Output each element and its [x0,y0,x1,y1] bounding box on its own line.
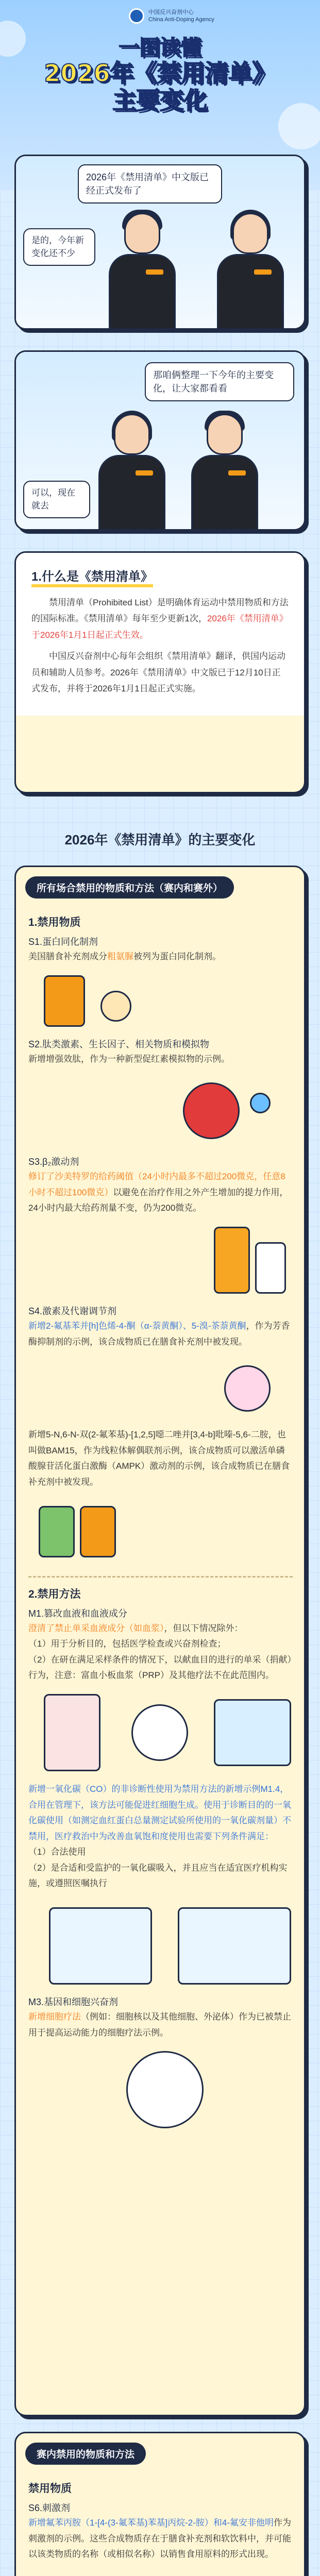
title-line-1: 一图读懂 [119,36,201,60]
main-section-title: 2026年《禁用清单》的主要变化 [64,832,256,848]
m1-condition-1: （1）合法使用 [28,1847,86,1857]
s1-text: 美国膳食补充剂成分粗氨脲被列为蛋白同化制剂。 [28,952,221,961]
bottle-icon [80,1506,116,1557]
prohibited-substances-heading: 禁用物质 [28,2483,72,2495]
blood-donation-illustration [28,1689,293,1776]
clinic-scene-icon [214,1699,291,1766]
molecule-icon [250,1093,271,1113]
section-tag: 所有场合禁用的物质和方法（赛内和赛外） [25,876,234,899]
doctor-scene-icon [49,1907,152,1985]
inhaler-icon [214,1227,250,1294]
agency-logo [129,8,214,24]
intro-title: 1.什么是《禁用清单》 [31,566,289,587]
prohibited-substances-heading: 1.禁用物质 [28,917,81,928]
s6-text: 新增氟苯丙胺（1-[4-(3-氟苯基)苯基]丙烷-2-胺）和4-氟安非他明作为刺激剂的示例。这些合成物质存在于膳食补充剂和软饮料中，并可能以该类物质的名称（或相似名称）以销售食用原料的形式出现。 [28,2518,292,2560]
oxygen-illustration [28,1897,293,1990]
supplement-illustration [28,970,293,1032]
speech-bubble-right: 2026年《禁用清单》中文版已经正式发布了 [78,164,222,204]
intro-paragraph-2: 中国反兴奋剂中心每年会组织《禁用清单》翻译，供国内运动员和辅助人员参考。2026年《禁用清单》中文版已于12月10日正式发布，并将于2026年1月1日起正式实施。 [31,651,285,694]
hormone-molecule-icon [224,1365,271,1412]
s1-heading: S1.蛋白同化制剂 [28,937,98,947]
intro-paragraph-1: 禁用清单（Prohibited List）是明确体育运动中禁用物质和方法的国际标准。《禁用清单》每年至少更新1次，2026年《禁用清单》于2026年1月1日起正式生效。 [31,598,289,640]
m1-text-2: 新增一氧化碳（CO）的非诊断性使用为禁用方法的新增示例M1.4，合用在管理下，该方法可能促进红细胞生成。使用于诊断目的的一氧化碳使用（如测定血红蛋白总量测定试验所使用的一氧化碳剂量）不禁用，医疗救治中为改善血氧饱和度使用也需要下列条件满足： [28,1784,291,1841]
hormone-illustration [28,1355,293,1422]
logo-icon [129,8,144,24]
title-line-3: 主要变化 [112,86,208,114]
effective-date-highlight: 2026年《禁用清单》于2026年1月1日起正式生效。 [31,614,288,640]
speech-bubble-left: 可以，现在就去 [23,481,90,518]
no-cell-therapy-icon [126,2051,204,2128]
section-all-times [14,866,306,2416]
prohibited-methods-heading: 2.禁用方法 [28,1588,81,1600]
s3-text: 修订了沙美特罗的给药阈值（24小时内最多不超过200微克，任意8小时不超过100微克）以避免在治疗作用之外产生增加的提力作用，24小时内最大给药剂量不变，仍为200微克。 [28,1172,289,1213]
s4-heading: S4.激素及代谢调节剂 [28,1306,117,1316]
title-line-2: 2026年《禁用清单》 [44,59,276,87]
m3-text: 新增细胞疗法（例如：细胞核以及其他细胞、外泌体）作为已被禁止用于提高运动能力的细胞疗法示例。 [28,2012,291,2038]
m3-heading: M3.基因和细胞兴奋剂 [28,1997,119,2008]
dialogue-scene-1 [14,155,306,330]
speech-bubble-left: 是的，今年新变化还不少 [23,228,95,266]
intro-panel [14,551,306,793]
m1-text: 澄清了禁止单采血液成分（如血浆），但以下情况除外： [28,1623,243,1633]
bottle-icon [39,1506,75,1557]
molecule-illustration [28,1072,293,1149]
character-man [104,213,181,330]
supplement-bottle-icon [44,975,85,1027]
blood-bag-icon [44,1694,100,1771]
section-tag: 赛内禁用的物质和方法 [25,2443,146,2465]
blood-cell-icon [183,1082,240,1139]
medicine-box-icon [255,1242,286,1294]
cell-therapy-illustration [28,2046,293,2133]
character-woman [212,213,289,330]
m1-exception-2: （2）在研在满足采样条件的情况下，以献血目的进行的单采（捐献）行为，注意：富血小板血浆（PRP）及其他疗法不在此范围内。 [28,1654,292,1681]
supplement-bottles-illustration [28,1496,293,1568]
s4-text-2: 新增5-N,6-N-双(2-氟苯基)-[1,2,5]噁二唑并[3,4-b]吡嗪-5,6-二胺，也叫做BAM15，作为线粒体解偶联剂示例，该合成物质可以激活单磷酸腺苷活化蛋白激酶（AMPK）激动剂的示例，该合成物质已在膳食补充剂中被发现。 [28,1430,290,1487]
logo-name-cn: 中国反兴奋剂中心 [148,9,194,15]
s6-heading: S6.刺激剂 [28,2503,71,2513]
character-man [186,414,263,531]
m1-condition-2: （2）是合适和受监护的一氧化碳吸入，并且应当在适宜医疗机构实施，或遵照医嘱执行 [28,1862,288,1889]
pill-icon [100,991,131,1022]
patient-scene-icon [178,1907,291,1985]
character-woman [93,414,171,531]
section-in-competition [14,2432,306,2576]
m1-heading: M1.篡改血液和血液成分 [28,1608,128,1619]
inhaler-illustration [28,1222,293,1299]
s3-heading: S3.β₂激动剂 [28,1157,79,1167]
logo-name-en: China Anti-Doping Agency [148,16,214,23]
s2-text: 新增增强效肽，作为一种新型促红素模拟物的示例。 [28,1054,230,1064]
speech-bubble-right: 那咱俩整理一下今年的主要变化，让大家都看看 [145,362,294,401]
dialogue-scene-2 [14,350,306,531]
s2-heading: S2.肽类激素、生长因子、相关物质和模拟物 [28,1039,210,1049]
m1-exception-1: （1）用于分析目的，包括医学检查或兴奋剂检查； [28,1639,226,1649]
stimulant-illustration [28,2568,293,2576]
page-title [0,36,320,114]
s4-text: 新增2-氟基苯并[h]色烯-4-酮（α-萘黄酮）、5-溴-茶萘黄酮，作为芳香酶抑制剂的示例，该合成物质已在膳食补充剂中被发现。 [28,1320,290,1347]
prohibited-sign-icon [131,1704,188,1761]
